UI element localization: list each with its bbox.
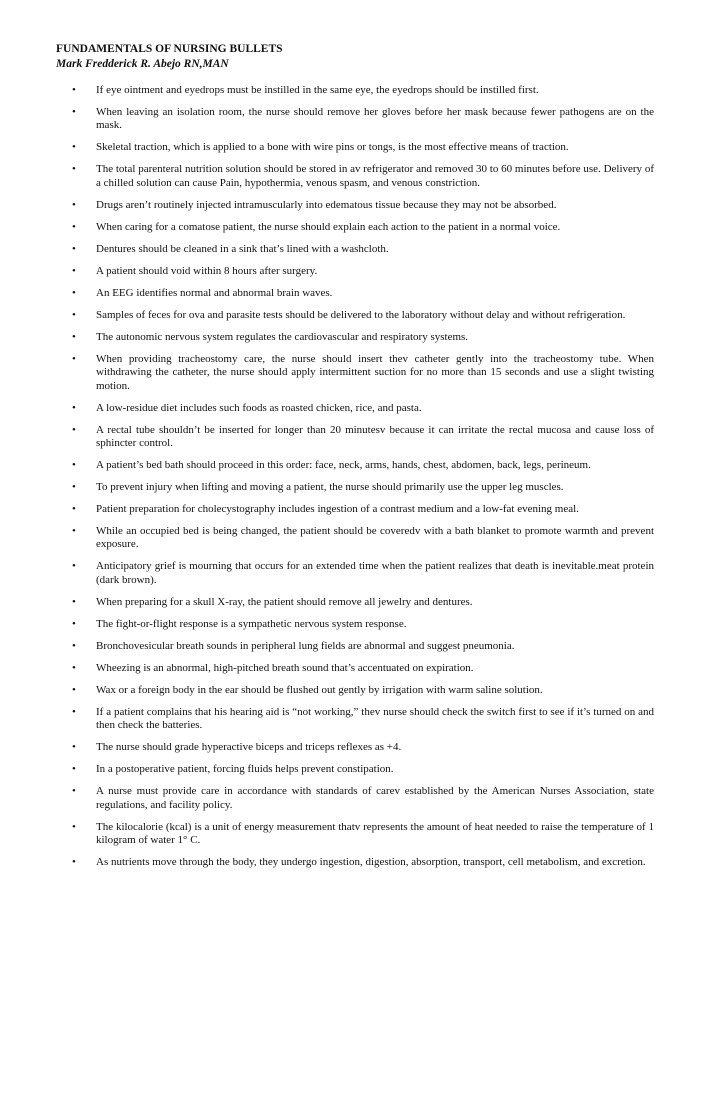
bullet-text: The autonomic nervous system regulates the cardiovascular and respiratory systems.: [96, 330, 469, 343]
bullet-dot: •: [72, 856, 76, 869]
bullet-dot: •: [72, 617, 76, 630]
bullet-text: An EEG identifies normal and abnormal brain waves.: [96, 286, 333, 299]
bullet-dot: •: [72, 163, 76, 176]
bullet-item: [56, 309, 654, 322]
bullet-list: [56, 84, 654, 878]
bullet-dot: •: [72, 459, 76, 472]
bullet-item: [56, 785, 654, 812]
bullet-item: [56, 424, 654, 451]
bullet-item: [56, 243, 654, 256]
bullet-text: Patient preparation for cholecystography includes ingestion of a contrast medium and a low-fat evening meal.: [96, 503, 579, 516]
bullet-item: [56, 459, 654, 472]
bullet-item: [56, 353, 654, 393]
bullet-dot: •: [72, 560, 76, 573]
bullet-item: [56, 741, 654, 754]
bullet-item: [56, 684, 654, 697]
bullet-item: [56, 618, 654, 631]
bullet-item: [56, 265, 654, 278]
bullet-text: If a patient complains that his hearing aid is “not working,” thev nurse should check the switch first to see if it’s turned on and then check the batteries.: [96, 705, 654, 732]
bullet-dot: •: [72, 198, 76, 211]
bullet-dot: •: [72, 820, 76, 833]
document-header: [56, 42, 676, 72]
bullet-item: [56, 163, 654, 190]
bullet-text: As nutrients move through the body, they undergo ingestion, digestion, absorption, transport, cell metabolism, and excretion.: [96, 856, 646, 869]
bullet-item: [56, 402, 654, 415]
bullet-text: The kilocalorie (kcal) is a unit of energy measurement thatv represents the amount of heat needed to raise the temperature of 1 kilogram of water 1° C.: [96, 820, 654, 847]
bullet-dot: •: [72, 503, 76, 516]
bullet-dot: •: [72, 330, 76, 343]
bullet-dot: •: [72, 141, 76, 154]
document-author: Mark Fredderick R. Abejo RN,MAN: [56, 58, 229, 70]
bullet-text: Bronchovesicular breath sounds in peripheral lung fields are abnormal and suggest pneumonia.: [96, 639, 515, 652]
bullet-dot: •: [72, 352, 76, 365]
bullet-dot: •: [72, 639, 76, 652]
bullet-item: [56, 84, 654, 97]
bullet-text: Skeletal traction, which is applied to a bone with wire pins or tongs, is the most effective means of traction.: [96, 141, 569, 154]
bullet-dot: •: [72, 308, 76, 321]
bullet-dot: •: [72, 741, 76, 754]
bullet-text: The nurse should grade hyperactive biceps and triceps reflexes as +4.: [96, 741, 402, 754]
bullet-item: [56, 141, 654, 154]
bullet-item: [56, 525, 654, 552]
bullet-dot: •: [72, 481, 76, 494]
bullet-text: Wheezing is an abnormal, high-pitched breath sound that’s accentuated on expiration.: [96, 661, 474, 674]
bullet-item: [56, 706, 654, 733]
bullet-text: When leaving an isolation room, the nurse should remove her gloves before her mask because fewer pathogens are on the mask.: [96, 106, 654, 132]
bullet-text: To prevent injury when lifting and moving a patient, the nurse should primarily use the upper leg muscles.: [96, 481, 564, 494]
bullet-dot: •: [72, 785, 76, 798]
bullet-dot: •: [72, 595, 76, 608]
bullet-dot: •: [72, 106, 76, 118]
bullet-text: Dentures should be cleaned in a sink that’s lined with a washcloth.: [96, 242, 389, 255]
bullet-text: A patient’s bed bath should proceed in this order: face, neck, arms, hands, chest, abdomen, back, legs, perineum.: [96, 459, 591, 472]
bullet-text: Anticipatory grief is mourning that occurs for an extended time when the patient realizes that death is inevitable.meat protein (dark brown).: [96, 560, 654, 586]
bullet-item: [56, 287, 654, 300]
bullet-text: In a postoperative patient, forcing fluids helps prevent constipation.: [96, 763, 394, 776]
bullet-item: [56, 560, 654, 587]
bullet-dot: •: [72, 661, 76, 674]
bullet-text: Wax or a foreign body in the ear should be flushed out gently by irrigation with warm saline solution.: [96, 683, 543, 696]
bullet-text: A low-residue diet includes such foods as roasted chicken, rice, and pasta.: [96, 401, 422, 414]
bullet-dot: •: [72, 705, 76, 718]
bullet-item: [56, 199, 654, 212]
bullet-dot: •: [72, 423, 76, 436]
bullet-text: A nurse must provide care in accordance with standards of carev established by the American Nurses Association, state regulations, and facility policy.: [96, 785, 654, 811]
bullet-item: [56, 821, 654, 848]
bullet-dot: •: [72, 286, 76, 299]
bullet-text: A rectal tube shouldn’t be inserted for longer than 20 minutesv because it can irritate the rectal mucosa and cause loss of sphincter control.: [96, 423, 654, 450]
bullet-text: When preparing for a skull X-ray, the patient should remove all jewelry and dentures.: [96, 595, 473, 608]
bullet-dot: •: [72, 264, 76, 277]
bullet-item: [56, 596, 654, 609]
bullet-text: When caring for a comatose patient, the nurse should explain each action to the patient in a normal voice.: [96, 220, 561, 233]
bullet-dot: •: [72, 242, 76, 255]
bullet-item: [56, 640, 654, 653]
bullet-item: [56, 331, 654, 344]
bullet-item: [56, 106, 654, 133]
bullet-dot: •: [72, 525, 76, 538]
bullet-text: When providing tracheostomy care, the nurse should insert thev catheter gently into the tracheostomy tube. When withdrawing the catheter, the nurse should apply intermittent suction for no more than 15 seconds and use a slight twisting motion.: [96, 352, 654, 392]
bullet-text: While an occupied bed is being changed, the patient should be coveredv with a bath blanket to promote warmth and prevent exposure.: [96, 525, 654, 551]
document-title: FUNDAMENTALS OF NURSING BULLETS: [56, 43, 283, 55]
bullet-item: [56, 763, 654, 776]
bullet-item: [56, 481, 654, 494]
bullet-item: [56, 221, 654, 234]
bullet-dot: •: [72, 220, 76, 233]
bullet-text: The total parenteral nutrition solution should be stored in av refrigerator and removed 30 to 60 minutes before use. Delivery of a chilled solution can cause Pain, hypothermia, venous spasm, and venous constriction.: [96, 163, 654, 189]
bullet-dot: •: [72, 84, 76, 96]
bullet-text: A patient should void within 8 hours after surgery.: [96, 264, 318, 277]
bullet-item: [56, 856, 654, 869]
bullet-text: If eye ointment and eyedrops must be instilled in the same eye, the eyedrops should be instilled first.: [96, 84, 539, 96]
bullet-item: [56, 503, 654, 516]
bullet-text: The fight-or-flight response is a sympathetic nervous system response.: [96, 617, 407, 630]
bullet-item: [56, 662, 654, 675]
bullet-text: Samples of feces for ova and parasite tests should be delivered to the laboratory without delay and without refrigeration.: [96, 308, 626, 321]
bullet-dot: •: [72, 401, 76, 414]
bullet-dot: •: [72, 683, 76, 696]
bullet-dot: •: [72, 763, 76, 776]
bullet-text: Drugs aren’t routinely injected intramuscularly into edematous tissue because they may not be absorbed.: [96, 198, 557, 211]
